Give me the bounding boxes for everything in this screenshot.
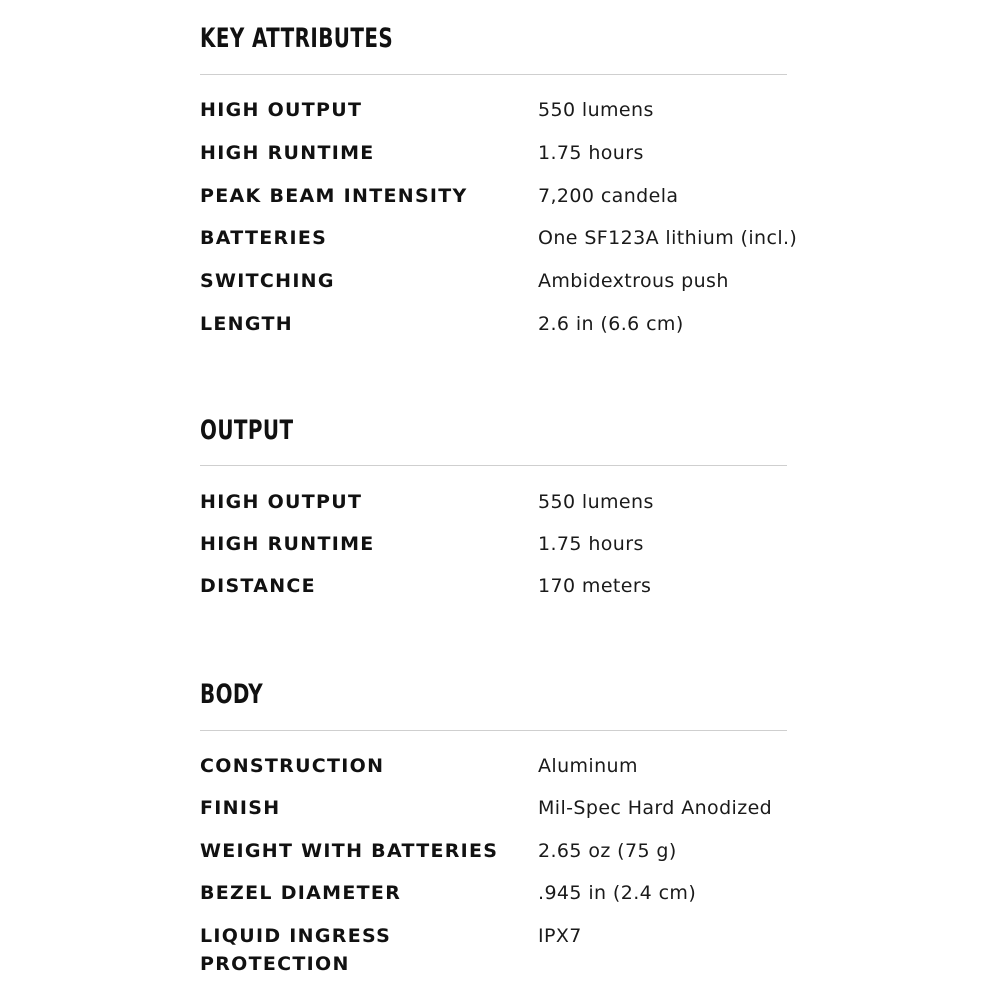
spec-value: 2.6 in (6.6 cm) [538,313,684,335]
section-title: KEY ATTRIBUTES [200,23,394,54]
spec-label: HIGH RUNTIME [200,533,375,555]
spec-label: HIGH OUTPUT [200,99,363,121]
spec-row-construction [200,752,787,782]
section-divider [200,74,787,75]
section-divider [200,730,787,731]
spec-label: BEZEL DIAMETER [200,882,402,904]
spec-value: IPX7 [538,925,582,947]
section-title: OUTPUT [200,415,294,446]
spec-row-bezel-diameter [200,879,787,909]
spec-row-length [200,310,787,340]
spec-label: HIGH RUNTIME [200,142,375,164]
section-divider [200,465,787,466]
spec-label: HIGH OUTPUT [200,491,363,513]
section-title: BODY [200,679,264,710]
spec-row-batteries [200,224,798,254]
spec-value: Ambidextrous push [538,270,729,292]
spec-row-peak-beam-intensity [200,182,787,212]
spec-row-high-output [200,488,787,518]
spec-value: 170 meters [538,575,652,597]
spec-label: LENGTH [200,313,293,335]
spec-row-distance [200,572,787,602]
spec-label: FINISH [200,797,281,819]
spec-label: PEAK BEAM INTENSITY [200,185,468,207]
spec-value: 550 lumens [538,99,654,121]
spec-value: .945 in (2.4 cm) [538,882,697,904]
spec-label: CONSTRUCTION [200,755,385,777]
spec-value: One SF123A lithium (incl.) [538,227,798,249]
spec-value: 1.75 hours [538,142,644,164]
spec-row-high-runtime [200,139,787,169]
spec-value: 1.75 hours [538,533,644,555]
spec-row-finish [200,794,787,824]
spec-row-switching [200,267,787,297]
spec-value: Mil-Spec Hard Anodized [538,797,773,819]
spec-label: LIQUID INGRESS PROTECTION [200,925,392,975]
spec-value: 7,200 candela [538,185,679,207]
spec-label: WEIGHT WITH BATTERIES [200,840,499,862]
spec-value: 2.65 oz (75 g) [538,840,677,862]
spec-value: 550 lumens [538,491,654,513]
spec-row-weight-with-batteries [200,837,787,867]
spec-label: DISTANCE [200,575,316,597]
spec-row-liquid-ingress-protection [200,922,787,982]
spec-row-high-runtime [200,530,787,560]
spec-row-high-output [200,96,787,126]
spec-value: Aluminum [538,755,638,777]
spec-label: SWITCHING [200,270,335,292]
spec-label: BATTERIES [200,227,328,249]
